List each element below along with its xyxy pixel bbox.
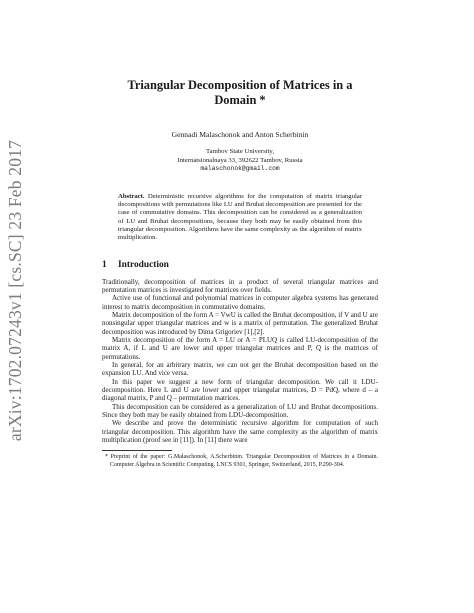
abstract [118,193,362,243]
paragraph-8: We describe and prove the deterministic recursive algorithm for computation of such triangular decomposition. This algorithm have the same complexity as the algorithm of matrix multiplication (proof see in [11]). In [11] there ware [102,419,378,445]
arxiv-identifier-text: arXiv:1702.07243v1 [cs.SC] 23 Feb 2017 [5,139,26,441]
paragraph-7: This decomposition can be considered as a generalization of LU and Bruhat decompositions. Since they both may be easily obtained from LDU-decomposition. [102,402,378,420]
paragraph-4: Matrix decomposition of the form A = LU or A = PLUQ is called LU-decomposition of the matrix A, if L and U are lower and upper triangular matrices and P, Q is the matrices of permutations. [102,335,378,361]
section-title: Introduction [118,259,169,270]
footnote: * Preprint of the paper: G.Malaschonok, A.Scherbinin. Triangular Decomposition of Matrices in a Domain. Computer Algebra in Scientific Computing. LNCS 9301, Springer, Switzerland, 2015, P.290-304. [105,454,378,469]
section-number: 1 [102,259,107,270]
paper-authors: Gennadi Malaschonok and Anton Scherbinin [171,130,309,139]
paper-page [102,78,378,470]
paragraph-2: Active use of functional and polynomial matrices in computer algebra systems has generated interest to matrix decomposition in commutative domains. [102,294,378,311]
author-email: malaschonok@gmail.com [200,165,280,173]
paragraph-1: Traditionally, decomposition of matrices in a product of several triangular matrices and permutation matrices is investigated for matrices over fields. [102,277,378,294]
paragraph-6: In this paper we suggest a new form of triangular decomposition. We call it LDU-decomposition. Here L and U are lower and upper triangular matrices, D = PdQ, where d – a diagonal matrix, P and Q – permutation matrices. [102,377,378,403]
arxiv-identifier-stamp [4,140,28,440]
abstract-text: Deterministic recursive algorithms for the computation of matrix triangular decompositions with permutations like LU and Bruhat decomposition are presented for the case of commutative domains. This decomposition can be considered as a generalization of LU and Bruhat decompositions, because they both may be easily obtained from this triangular decomposition. Algorithms have the same complexity as the algorithm of matrix multiplication. [118,192,362,242]
abstract-label: Abstract. [118,192,145,200]
affiliation-line-2: Internatsionalnaya 33, 392622 Tambov, Russia [177,156,303,164]
author-affiliation [102,148,378,174]
paragraph-5: In general, for an arbitrary matrix, we can not get the Bruhat decomposition based on the expansion LU. And vice versa. [102,361,378,378]
paragraph-3: Matrix decomposition of the form A = VwU is called the Bruhat decomposition, if V and U are nonsingular upper triangular matrices and w is a matrix of permutation. The generalized Bruhat decomposition was introduced by Dima Grigoriev [1],[2]. [102,310,379,336]
section-heading [102,260,378,270]
paper-title: Triangular Decomposition of Matrices in a Domain * [127,78,353,107]
footnote-rule [102,450,172,451]
section-body [102,278,378,445]
affiliation-line-1: Tambov State University, [205,148,274,155]
